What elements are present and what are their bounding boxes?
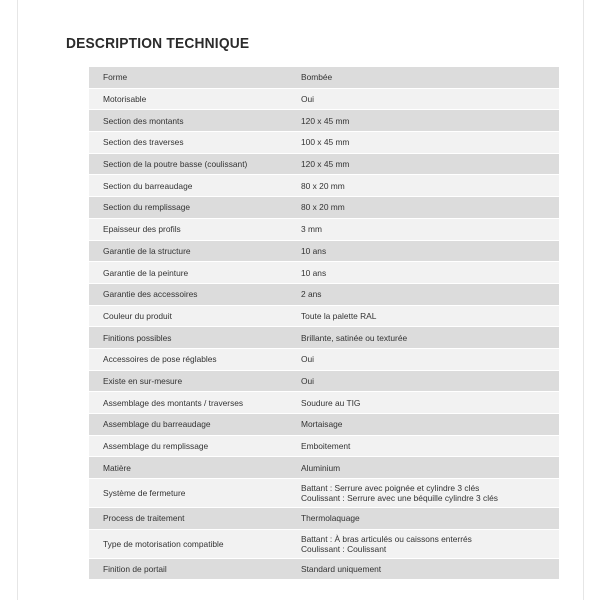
- table-row: [89, 508, 559, 530]
- frame-border-right: [583, 0, 584, 600]
- row-value: 80 x 20 mm: [301, 180, 345, 191]
- row-label: Section de la poutre basse (coulissant): [103, 159, 248, 170]
- row-value: Bombée: [301, 72, 333, 83]
- table-row: [89, 436, 559, 458]
- row-label: Garantie des accessoires: [103, 289, 198, 300]
- row-label: Garantie de la peinture: [103, 267, 189, 278]
- table-row: [89, 327, 559, 349]
- row-label: Type de motorisation compatible: [103, 538, 224, 549]
- row-value: Thermolaquage: [301, 513, 360, 524]
- table-row: [89, 132, 559, 154]
- row-value: Toute la palette RAL: [301, 310, 377, 321]
- row-value: 10 ans: [301, 245, 327, 256]
- row-label: Couleur du produit: [103, 310, 172, 321]
- row-label: Finition de portail: [103, 564, 167, 575]
- row-value: 3 mm: [301, 224, 322, 235]
- table-row: [89, 349, 559, 371]
- table-row: [89, 67, 559, 89]
- table-row: [89, 175, 559, 197]
- table-row: [89, 559, 559, 581]
- row-label: Epaisseur des profils: [103, 224, 181, 235]
- row-value: Brillante, satinée ou texturée: [301, 332, 408, 343]
- table-row: [89, 371, 559, 393]
- row-value-line: Battant : Serrure avec poignée et cylindre 3 clés: [301, 483, 480, 494]
- table-row: [89, 530, 559, 559]
- row-value: Oui: [301, 375, 315, 386]
- row-label: Process de traitement: [103, 513, 185, 524]
- row-label: Garantie de la structure: [103, 245, 191, 256]
- row-label: Existe en sur-mesure: [103, 375, 183, 386]
- table-row: [89, 241, 559, 263]
- row-label: Accessoires de pose réglables: [103, 354, 217, 365]
- row-value: Soudure au TIG: [301, 397, 361, 408]
- row-value: 10 ans: [301, 267, 327, 278]
- table-row: [89, 457, 559, 479]
- row-value: Standard uniquement: [301, 564, 382, 575]
- row-value: Aluminium: [301, 462, 341, 473]
- table-row: [89, 110, 559, 132]
- table-row: [89, 89, 559, 111]
- row-label: Section du remplissage: [103, 202, 191, 213]
- row-value: Mortaisage: [301, 419, 343, 430]
- row-value-line: Coulissant : Serrure avec une béquille cylindre 3 clés: [301, 493, 498, 504]
- row-label: Finitions possibles: [103, 332, 172, 343]
- row-label: Assemblage des montants / traverses: [103, 397, 244, 408]
- table-row: [89, 306, 559, 328]
- table-row: [89, 219, 559, 241]
- table-row: [89, 197, 559, 219]
- row-label: Assemblage du barreaudage: [103, 419, 211, 430]
- row-label: Section du barreaudage: [103, 180, 193, 191]
- row-value: 80 x 20 mm: [301, 202, 345, 213]
- row-label: Section des traverses: [103, 137, 184, 148]
- row-value: 120 x 45 mm: [301, 115, 350, 126]
- row-value: [297, 534, 559, 554]
- table-row: [89, 479, 559, 508]
- row-value-line: Coulissant : Coulissant: [301, 543, 387, 554]
- row-value: Oui: [301, 354, 315, 365]
- spec-table: [89, 67, 559, 580]
- row-value: Emboitement: [301, 441, 351, 452]
- frame-border-left: [17, 0, 18, 600]
- row-label: Matière: [103, 462, 131, 473]
- row-value: [297, 483, 559, 503]
- table-row: [89, 392, 559, 414]
- row-value-line: Battant : À bras articulés ou caissons enterrés: [301, 533, 472, 544]
- table-row: [89, 262, 559, 284]
- row-label: Forme: [103, 72, 128, 83]
- row-label: Section des montants: [103, 115, 184, 126]
- row-label: Assemblage du remplissage: [103, 441, 209, 452]
- row-value: Oui: [301, 94, 315, 105]
- row-label: Système de fermeture: [103, 488, 186, 499]
- row-value: 120 x 45 mm: [301, 159, 350, 170]
- table-row: [89, 284, 559, 306]
- row-value: 2 ans: [301, 289, 322, 300]
- row-label: Motorisable: [103, 94, 147, 105]
- table-row: [89, 154, 559, 176]
- row-value: 100 x 45 mm: [301, 137, 350, 148]
- section-title: DESCRIPTION TECHNIQUE: [66, 35, 250, 52]
- table-row: [89, 414, 559, 436]
